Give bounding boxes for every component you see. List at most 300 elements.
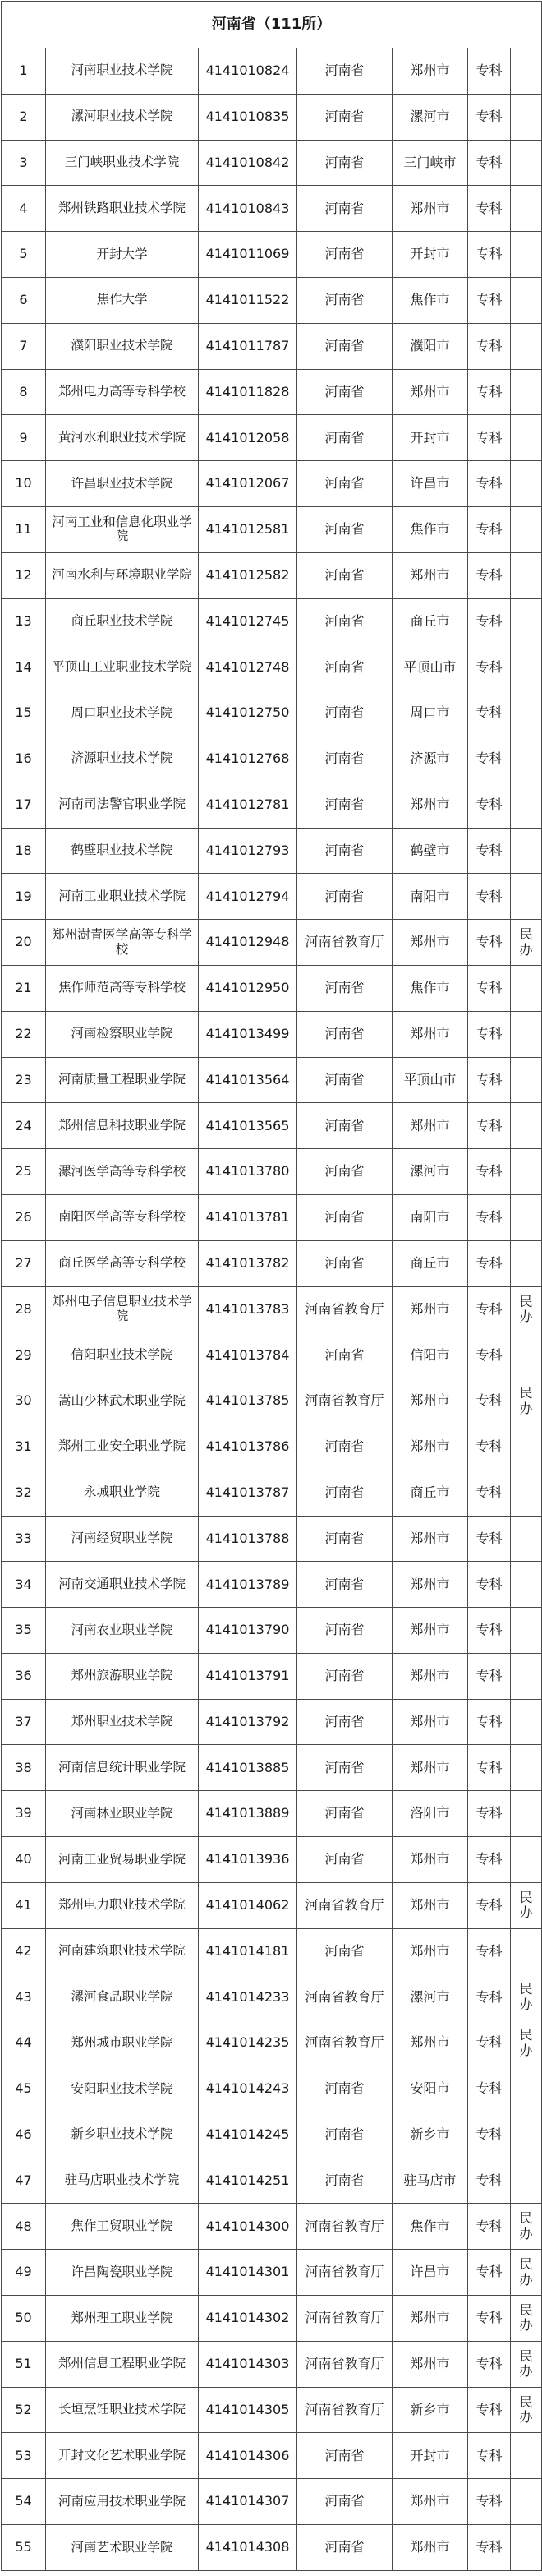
- table-row: [2, 1653, 542, 1699]
- cell-note: [511, 369, 542, 415]
- cell-school-code: 4141013889: [199, 1791, 297, 1837]
- cell-school-code: 4141011787: [199, 323, 297, 369]
- cell-city: 郑州市: [393, 552, 468, 598]
- cell-city: 郑州市: [393, 2296, 468, 2342]
- table-row: [2, 1057, 542, 1103]
- cell-note: [511, 644, 542, 690]
- cell-note: [511, 1194, 542, 1240]
- cell-school-name: 长垣烹饪职业技术学院: [46, 2387, 199, 2433]
- cell-number: 54: [2, 2479, 46, 2525]
- cell-department: 河南省教育厅: [297, 1286, 393, 1332]
- cell-number: 23: [2, 1057, 46, 1103]
- cell-city: 郑州市: [393, 2479, 468, 2525]
- cell-level: 专科: [468, 2250, 511, 2296]
- cell-number: 20: [2, 920, 46, 966]
- cell-level: 专科: [468, 2066, 511, 2112]
- cell-school-code: 4141011522: [199, 277, 297, 323]
- cell-city: 洛阳市: [393, 1791, 468, 1837]
- cell-note: 民办: [511, 2204, 542, 2250]
- cell-department: 河南省: [297, 690, 393, 736]
- cell-school-name: 商丘医学高等专科学校: [46, 1240, 199, 1286]
- cell-number: 35: [2, 1608, 46, 1654]
- cell-department: 河南省: [297, 1928, 393, 1974]
- cell-number: 13: [2, 598, 46, 644]
- cell-department: 河南省: [297, 736, 393, 782]
- cell-level: 专科: [468, 506, 511, 552]
- cell-school-code: 4141013780: [199, 1149, 297, 1195]
- cell-city: 郑州市: [393, 1653, 468, 1699]
- cell-city: 安阳市: [393, 2066, 468, 2112]
- cell-city: 郑州市: [393, 48, 468, 95]
- cell-note: [511, 1240, 542, 1286]
- cell-city: 郑州市: [393, 1745, 468, 1791]
- table-row: [2, 2158, 542, 2204]
- cell-department: 河南省教育厅: [297, 920, 393, 966]
- cell-city: 信阳市: [393, 1332, 468, 1378]
- cell-city: 郑州市: [393, 1378, 468, 1424]
- cell-school-name: 郑州电力职业技术学院: [46, 1882, 199, 1928]
- cell-level: 专科: [468, 415, 511, 461]
- cell-school-name: 信阳职业技术学院: [46, 1332, 199, 1378]
- table-row: [2, 2250, 542, 2296]
- cell-school-name: 嵩山少林武术职业学院: [46, 1378, 199, 1424]
- cell-number: 7: [2, 323, 46, 369]
- cell-school-code: 4141012950: [199, 965, 297, 1011]
- cell-school-name: 郑州铁路职业技术学院: [46, 186, 199, 232]
- cell-level: 专科: [468, 1470, 511, 1516]
- table-row: [2, 552, 542, 598]
- cell-city: 鹤壁市: [393, 828, 468, 874]
- table-row: [2, 1516, 542, 1562]
- table-row: [2, 1882, 542, 1928]
- cell-note: [511, 1332, 542, 1378]
- cell-city: 郑州市: [393, 1608, 468, 1654]
- cell-school-name: 郑州电力高等专科学校: [46, 369, 199, 415]
- cell-number: 55: [2, 2525, 46, 2571]
- cell-note: [511, 2158, 542, 2204]
- table-row: [2, 2387, 542, 2433]
- cell-city: 商丘市: [393, 1240, 468, 1286]
- cell-level: 专科: [468, 2341, 511, 2387]
- cell-number: 29: [2, 1332, 46, 1378]
- cell-school-name: 河南林业职业学院: [46, 1791, 199, 1837]
- table-row: [2, 94, 542, 140]
- cell-department: 河南省: [297, 415, 393, 461]
- cell-level: 专科: [468, 1608, 511, 1654]
- cell-number: 36: [2, 1653, 46, 1699]
- cell-number: 16: [2, 736, 46, 782]
- cell-city: 郑州市: [393, 920, 468, 966]
- cell-number: 24: [2, 1103, 46, 1149]
- cell-number: 12: [2, 552, 46, 598]
- cell-city: 郑州市: [393, 1882, 468, 1928]
- table-row: [2, 874, 542, 920]
- cell-department: 河南省: [297, 48, 393, 95]
- document-page: [0, 1, 542, 2576]
- table-row: [2, 2479, 542, 2525]
- table-row: [2, 1194, 542, 1240]
- cell-level: 专科: [468, 140, 511, 186]
- cell-note: [511, 690, 542, 736]
- cell-school-code: 4141010842: [199, 140, 297, 186]
- cell-department: 河南省: [297, 506, 393, 552]
- cell-department: 河南省: [297, 1791, 393, 1837]
- cell-department: 河南省: [297, 1194, 393, 1240]
- cell-note: [511, 1699, 542, 1745]
- cell-level: 专科: [468, 1562, 511, 1608]
- cell-department: 河南省: [297, 1562, 393, 1608]
- cell-note: [511, 2112, 542, 2158]
- cell-number: 27: [2, 1240, 46, 1286]
- cell-school-code: 4141013789: [199, 1562, 297, 1608]
- cell-level: 专科: [468, 1194, 511, 1240]
- cell-city: 焦作市: [393, 506, 468, 552]
- table-row: [2, 1745, 542, 1791]
- cell-number: 50: [2, 2296, 46, 2342]
- cell-city: 平顶山市: [393, 1057, 468, 1103]
- cell-city: 郑州市: [393, 1562, 468, 1608]
- cell-department: 河南省教育厅: [297, 2020, 393, 2066]
- cell-department: 河南省: [297, 644, 393, 690]
- cell-note: [511, 598, 542, 644]
- cell-school-name: 河南水利与环境职业学院: [46, 552, 199, 598]
- cell-number: 17: [2, 782, 46, 828]
- cell-level: 专科: [468, 736, 511, 782]
- table-row: [2, 323, 542, 369]
- cell-level: 专科: [468, 1882, 511, 1928]
- cell-department: 河南省教育厅: [297, 2250, 393, 2296]
- cell-school-name: 许昌陶瓷职业学院: [46, 2250, 199, 2296]
- cell-number: 1: [2, 48, 46, 95]
- cell-level: 专科: [468, 2112, 511, 2158]
- cell-school-code: 4141014306: [199, 2433, 297, 2479]
- cell-city: 漯河市: [393, 94, 468, 140]
- cell-level: 专科: [468, 2525, 511, 2571]
- cell-school-name: 河南检察职业学院: [46, 1011, 199, 1057]
- cell-department: 河南省: [297, 1837, 393, 1883]
- cell-school-code: 4141010824: [199, 48, 297, 95]
- cell-school-name: 河南信息统计职业学院: [46, 1745, 199, 1791]
- table-row: [2, 736, 542, 782]
- cell-note: [511, 965, 542, 1011]
- cell-department: 河南省: [297, 186, 393, 232]
- cell-level: 专科: [468, 965, 511, 1011]
- cell-department: 河南省: [297, 232, 393, 278]
- cell-city: 开封市: [393, 2433, 468, 2479]
- cell-school-name: 河南经贸职业学院: [46, 1516, 199, 1562]
- cell-number: 21: [2, 965, 46, 1011]
- table-row: [2, 415, 542, 461]
- cell-number: 47: [2, 2158, 46, 2204]
- cell-school-code: 4141012750: [199, 690, 297, 736]
- table-row: [2, 965, 542, 1011]
- cell-number: 4: [2, 186, 46, 232]
- cell-city: 郑州市: [393, 1837, 468, 1883]
- cell-note: 民办: [511, 1378, 542, 1424]
- table-row: [2, 232, 542, 278]
- cell-school-code: 4141013564: [199, 1057, 297, 1103]
- cell-note: [511, 1057, 542, 1103]
- cell-number: 14: [2, 644, 46, 690]
- cell-level: 专科: [468, 1057, 511, 1103]
- table-row: [2, 1103, 542, 1149]
- cell-school-code: 4141012058: [199, 415, 297, 461]
- table-row: [2, 1332, 542, 1378]
- cell-number: 22: [2, 1011, 46, 1057]
- table-row: [2, 1378, 542, 1424]
- cell-school-code: 4141013783: [199, 1286, 297, 1332]
- cell-note: 民办: [511, 2387, 542, 2433]
- cell-note: [511, 1653, 542, 1699]
- cell-city: 郑州市: [393, 1928, 468, 1974]
- cell-department: 河南省: [297, 2479, 393, 2525]
- cell-school-name: 永城职业学院: [46, 1470, 199, 1516]
- cell-city: 平顶山市: [393, 644, 468, 690]
- cell-school-name: 周口职业技术学院: [46, 690, 199, 736]
- cell-school-name: 开封文化艺术职业学院: [46, 2433, 199, 2479]
- cell-department: 河南省: [297, 1608, 393, 1654]
- cell-city: 郑州市: [393, 1424, 468, 1470]
- cell-city: 郑州市: [393, 1011, 468, 1057]
- cell-department: 河南省: [297, 2158, 393, 2204]
- cell-number: 33: [2, 1516, 46, 1562]
- cell-city: 新乡市: [393, 2387, 468, 2433]
- cell-number: 40: [2, 1837, 46, 1883]
- cell-level: 专科: [468, 874, 511, 920]
- cell-level: 专科: [468, 94, 511, 140]
- cell-school-name: 商丘职业技术学院: [46, 598, 199, 644]
- cell-school-name: 河南工业职业技术学院: [46, 874, 199, 920]
- cell-note: [511, 1149, 542, 1195]
- cell-school-code: 4141014251: [199, 2158, 297, 2204]
- cell-school-code: 4141012745: [199, 598, 297, 644]
- cell-school-code: 4141013788: [199, 1516, 297, 1562]
- cell-note: 民办: [511, 2341, 542, 2387]
- cell-city: 郑州市: [393, 2020, 468, 2066]
- cell-note: [511, 48, 542, 95]
- cell-school-name: 焦作大学: [46, 277, 199, 323]
- cell-city: 南阳市: [393, 1194, 468, 1240]
- cell-department: 河南省教育厅: [297, 1974, 393, 2020]
- cell-school-name: 黄河水利职业技术学院: [46, 415, 199, 461]
- cell-level: 专科: [468, 920, 511, 966]
- cell-number: 51: [2, 2341, 46, 2387]
- cell-school-code: 4141013785: [199, 1378, 297, 1424]
- cell-city: 商丘市: [393, 1470, 468, 1516]
- cell-level: 专科: [468, 2387, 511, 2433]
- cell-number: 2: [2, 94, 46, 140]
- cell-school-code: 4141013786: [199, 1424, 297, 1470]
- cell-school-code: 4141014308: [199, 2525, 297, 2571]
- cell-department: 河南省: [297, 94, 393, 140]
- cell-number: 38: [2, 1745, 46, 1791]
- cell-level: 专科: [468, 2158, 511, 2204]
- cell-level: 专科: [468, 1791, 511, 1837]
- cell-city: 焦作市: [393, 277, 468, 323]
- cell-school-name: 郑州信息工程职业学院: [46, 2341, 199, 2387]
- cell-number: 28: [2, 1286, 46, 1332]
- cell-city: 许昌市: [393, 461, 468, 507]
- cell-number: 3: [2, 140, 46, 186]
- cell-number: 5: [2, 232, 46, 278]
- cell-level: 专科: [468, 1103, 511, 1149]
- cell-city: 开封市: [393, 415, 468, 461]
- cell-number: 44: [2, 2020, 46, 2066]
- cell-city: 郑州市: [393, 1286, 468, 1332]
- cell-city: 濮阳市: [393, 323, 468, 369]
- cell-school-name: 漯河职业技术学院: [46, 94, 199, 140]
- table-row: [2, 2525, 542, 2571]
- cell-school-code: 4141012582: [199, 552, 297, 598]
- cell-school-code: 4141014062: [199, 1882, 297, 1928]
- cell-school-code: 4141012581: [199, 506, 297, 552]
- cell-note: [511, 323, 542, 369]
- cell-note: 民办: [511, 2250, 542, 2296]
- cell-school-code: 4141014307: [199, 2479, 297, 2525]
- cell-level: 专科: [468, 644, 511, 690]
- cell-note: [511, 1562, 542, 1608]
- cell-number: 25: [2, 1149, 46, 1195]
- cell-number: 26: [2, 1194, 46, 1240]
- table-row: [2, 506, 542, 552]
- cell-department: 河南省: [297, 2112, 393, 2158]
- cell-number: 39: [2, 1791, 46, 1837]
- cell-school-name: 河南工业贸易职业学院: [46, 1837, 199, 1883]
- cell-number: 49: [2, 2250, 46, 2296]
- cell-department: 河南省: [297, 1516, 393, 1562]
- table-row: [2, 1562, 542, 1608]
- cell-note: [511, 1516, 542, 1562]
- table-row: [2, 1791, 542, 1837]
- cell-department: 河南省: [297, 2066, 393, 2112]
- cell-note: [511, 2066, 542, 2112]
- cell-note: 民办: [511, 1882, 542, 1928]
- cell-department: 河南省: [297, 2525, 393, 2571]
- cell-number: 6: [2, 277, 46, 323]
- table-title: 河南省（111所）: [2, 2, 542, 48]
- cell-note: [511, 2433, 542, 2479]
- table-row: [2, 461, 542, 507]
- cell-department: 河南省: [297, 828, 393, 874]
- table-row: [2, 690, 542, 736]
- cell-note: [511, 1745, 542, 1791]
- cell-school-code: 4141013885: [199, 1745, 297, 1791]
- cell-level: 专科: [468, 1240, 511, 1286]
- table-body: [2, 2, 542, 2571]
- cell-number: 9: [2, 415, 46, 461]
- table-row: [2, 186, 542, 232]
- table-row: [2, 1608, 542, 1654]
- cell-number: 18: [2, 828, 46, 874]
- cell-school-name: 河南交通职业技术学院: [46, 1562, 199, 1608]
- cell-school-name: 河南艺术职业学院: [46, 2525, 199, 2571]
- cell-department: 河南省: [297, 1424, 393, 1470]
- cell-school-code: 4141012748: [199, 644, 297, 690]
- cell-school-name: 郑州旅游职业学院: [46, 1653, 199, 1699]
- cell-note: [511, 506, 542, 552]
- cell-level: 专科: [468, 2479, 511, 2525]
- cell-number: 45: [2, 2066, 46, 2112]
- table-row: [2, 369, 542, 415]
- cell-number: 34: [2, 1562, 46, 1608]
- cell-school-name: 郑州工业安全职业学院: [46, 1424, 199, 1470]
- table-row: [2, 1149, 542, 1195]
- cell-note: [511, 2525, 542, 2571]
- cell-city: 南阳市: [393, 874, 468, 920]
- cell-school-code: 4141013790: [199, 1608, 297, 1654]
- cell-school-code: 4141014243: [199, 2066, 297, 2112]
- cell-department: 河南省: [297, 461, 393, 507]
- table-title-row: [2, 2, 542, 48]
- cell-level: 专科: [468, 828, 511, 874]
- cell-level: 专科: [468, 782, 511, 828]
- cell-school-code: 4141011069: [199, 232, 297, 278]
- cell-note: [511, 186, 542, 232]
- cell-note: [511, 782, 542, 828]
- cell-school-name: 郑州城市职业学院: [46, 2020, 199, 2066]
- cell-level: 专科: [468, 1837, 511, 1883]
- cell-level: 专科: [468, 1516, 511, 1562]
- cell-school-code: 4141014233: [199, 1974, 297, 2020]
- cell-school-code: 4141013781: [199, 1194, 297, 1240]
- cell-level: 专科: [468, 277, 511, 323]
- table-row: [2, 828, 542, 874]
- university-table: [1, 1, 542, 2571]
- cell-school-name: 河南职业技术学院: [46, 48, 199, 95]
- cell-level: 专科: [468, 1149, 511, 1195]
- cell-school-code: 4141013936: [199, 1837, 297, 1883]
- cell-note: [511, 461, 542, 507]
- cell-school-code: 4141013565: [199, 1103, 297, 1149]
- cell-level: 专科: [468, 2204, 511, 2250]
- cell-department: 河南省: [297, 1332, 393, 1378]
- cell-number: 46: [2, 2112, 46, 2158]
- cell-note: [511, 1424, 542, 1470]
- cell-city: 郑州市: [393, 782, 468, 828]
- table-row: [2, 48, 542, 95]
- cell-city: 郑州市: [393, 2341, 468, 2387]
- cell-number: 19: [2, 874, 46, 920]
- cell-city: 三门峡市: [393, 140, 468, 186]
- cell-level: 专科: [468, 232, 511, 278]
- cell-school-code: 4141014302: [199, 2296, 297, 2342]
- cell-level: 专科: [468, 1745, 511, 1791]
- cell-city: 郑州市: [393, 1516, 468, 1562]
- cell-department: 河南省: [297, 2433, 393, 2479]
- cell-note: [511, 1608, 542, 1654]
- cell-school-name: 新乡职业技术学院: [46, 2112, 199, 2158]
- table-row: [2, 1011, 542, 1057]
- cell-level: 专科: [468, 2433, 511, 2479]
- table-row: [2, 2112, 542, 2158]
- table-row: [2, 2204, 542, 2250]
- cell-department: 河南省: [297, 369, 393, 415]
- cell-school-code: 4141014181: [199, 1928, 297, 1974]
- cell-school-code: 4141010835: [199, 94, 297, 140]
- cell-number: 30: [2, 1378, 46, 1424]
- cell-level: 专科: [468, 1928, 511, 1974]
- cell-school-code: 4141013784: [199, 1332, 297, 1378]
- cell-level: 专科: [468, 2020, 511, 2066]
- cell-note: [511, 1011, 542, 1057]
- table-row: [2, 1470, 542, 1516]
- cell-city: 郑州市: [393, 369, 468, 415]
- table-row: [2, 1928, 542, 1974]
- table-row: [2, 782, 542, 828]
- cell-city: 郑州市: [393, 1699, 468, 1745]
- cell-number: 11: [2, 506, 46, 552]
- table-row: [2, 598, 542, 644]
